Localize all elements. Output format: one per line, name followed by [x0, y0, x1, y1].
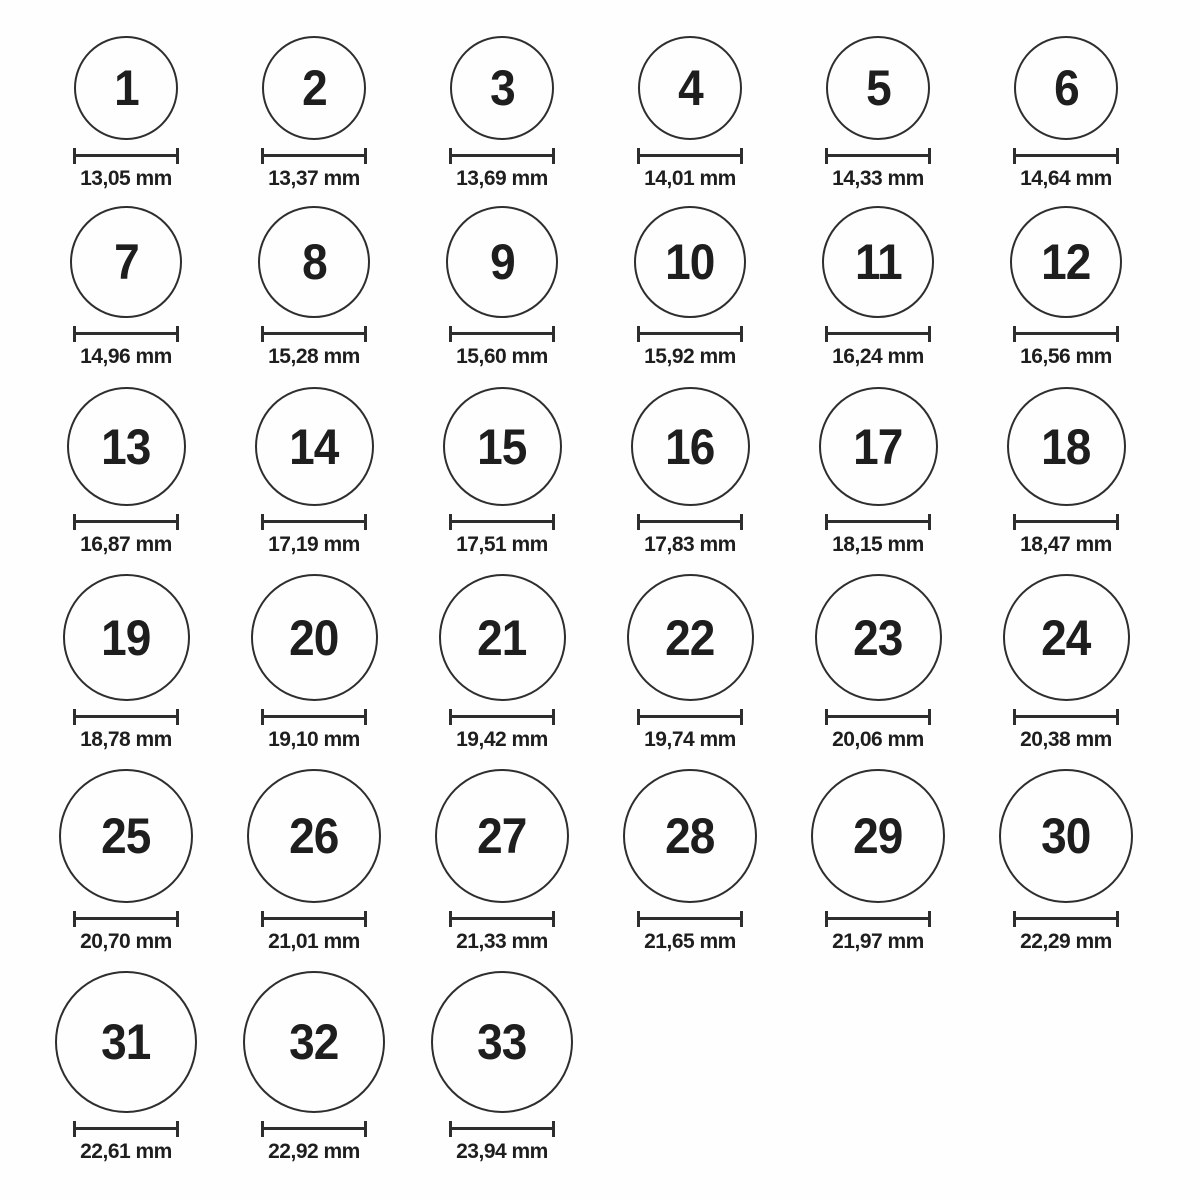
- ring-circle: [826, 36, 930, 140]
- dimension-line-rule: [76, 154, 176, 157]
- ring-size-number: 23: [853, 609, 903, 666]
- dimension-line-rule: [264, 917, 364, 920]
- chart-row: [0, 751, 1200, 953]
- ring-size-cell: [972, 190, 1160, 368]
- ring-circle: [1007, 387, 1126, 506]
- ring-size-number: 20: [289, 609, 339, 666]
- diameter-label: 17,19 mm: [268, 533, 360, 556]
- ring-size-cell: [784, 0, 972, 190]
- ring-size-number: 19: [101, 609, 151, 666]
- ring-size-cell: [220, 368, 408, 556]
- ring-size-number: 22: [665, 609, 715, 666]
- ring-circle: [255, 387, 374, 506]
- diameter-label: 17,51 mm: [456, 533, 548, 556]
- ring-size-number: 25: [101, 808, 151, 864]
- dimension-line-rule: [640, 332, 740, 335]
- diameter-label: 22,61 mm: [80, 1140, 172, 1163]
- dimension-line-rule: [452, 1127, 552, 1130]
- ring-circle: [822, 206, 934, 318]
- diameter-dimension-line: [261, 911, 367, 927]
- dimension-line-rule: [828, 154, 928, 157]
- ring-size-cell: [408, 556, 596, 751]
- ring-size-number: 11: [854, 234, 902, 290]
- ring-size-cell: [32, 953, 220, 1163]
- dimension-line-rule: [76, 520, 176, 523]
- diameter-label: 21,33 mm: [456, 930, 548, 953]
- dimension-line-rule: [640, 715, 740, 718]
- dimension-line-rule: [828, 917, 928, 920]
- ring-size-number: 9: [489, 234, 515, 290]
- ring-size-number: 31: [101, 1014, 151, 1070]
- ring-circle: [439, 574, 566, 701]
- chart-row: [0, 368, 1200, 556]
- ring-size-cell: [408, 368, 596, 556]
- diameter-label: 20,38 mm: [1020, 728, 1112, 751]
- ring-size-cell: [784, 751, 972, 953]
- diameter-label: 17,83 mm: [644, 533, 736, 556]
- ring-size-cell: [784, 368, 972, 556]
- dimension-line-rule: [1016, 917, 1116, 920]
- ring-circle: [1003, 574, 1130, 701]
- ring-size-cell: [784, 190, 972, 368]
- ring-size-cell: [408, 751, 596, 953]
- diameter-dimension-line: [261, 326, 367, 342]
- ring-size-number: 15: [477, 418, 527, 475]
- diameter-label: 21,01 mm: [268, 930, 360, 953]
- dimension-line-rule: [76, 1127, 176, 1130]
- ring-size-cell: [32, 751, 220, 953]
- diameter-dimension-line: [73, 148, 179, 164]
- diameter-dimension-line: [825, 148, 931, 164]
- ring-size-number: 5: [865, 60, 891, 116]
- diameter-dimension-line: [73, 514, 179, 530]
- ring-size-number: 24: [1041, 609, 1091, 666]
- dimension-line-rule: [452, 332, 552, 335]
- ring-size-cell: [596, 556, 784, 751]
- ring-circle: [627, 574, 754, 701]
- ring-size-cell: [220, 190, 408, 368]
- diameter-label: 14,01 mm: [644, 167, 736, 190]
- ring-size-cell: [596, 190, 784, 368]
- ring-size-cell: [32, 0, 220, 190]
- dimension-line-rule: [76, 715, 176, 718]
- ring-size-cell: [220, 953, 408, 1163]
- dimension-line-rule: [452, 715, 552, 718]
- ring-size-number: 27: [477, 808, 527, 864]
- dimension-line-rule: [264, 332, 364, 335]
- ring-size-number: 6: [1053, 60, 1079, 116]
- ring-size-number: 32: [289, 1014, 339, 1070]
- diameter-label: 16,56 mm: [1020, 345, 1112, 368]
- diameter-dimension-line: [261, 709, 367, 725]
- dimension-line-rule: [264, 715, 364, 718]
- diameter-dimension-line: [637, 326, 743, 342]
- diameter-dimension-line: [1013, 514, 1119, 530]
- chart-row: [0, 556, 1200, 751]
- ring-circle: [258, 206, 370, 318]
- diameter-dimension-line: [637, 148, 743, 164]
- ring-circle: [74, 36, 178, 140]
- diameter-label: 22,92 mm: [268, 1140, 360, 1163]
- ring-size-cell: [972, 751, 1160, 953]
- ring-circle: [70, 206, 182, 318]
- diameter-dimension-line: [73, 326, 179, 342]
- ring-size-cell: [408, 190, 596, 368]
- diameter-label: 15,92 mm: [644, 345, 736, 368]
- ring-circle: [63, 574, 190, 701]
- ring-size-cell: [596, 368, 784, 556]
- ring-circle: [634, 206, 746, 318]
- diameter-dimension-line: [73, 709, 179, 725]
- ring-circle: [251, 574, 378, 701]
- diameter-dimension-line: [449, 709, 555, 725]
- ring-size-number: 14: [289, 418, 339, 475]
- diameter-label: 18,15 mm: [832, 533, 924, 556]
- diameter-dimension-line: [449, 1121, 555, 1137]
- ring-size-number: 13: [101, 418, 151, 475]
- ring-size-number: 33: [477, 1014, 527, 1070]
- ring-size-number: 16: [665, 418, 715, 475]
- ring-circle: [435, 769, 569, 903]
- diameter-label: 19,74 mm: [644, 728, 736, 751]
- chart-row: [0, 190, 1200, 368]
- ring-circle: [811, 769, 945, 903]
- diameter-label: 14,96 mm: [80, 345, 172, 368]
- ring-size-number: 12: [1041, 234, 1091, 290]
- diameter-dimension-line: [825, 911, 931, 927]
- ring-circle: [819, 387, 938, 506]
- diameter-dimension-line: [449, 514, 555, 530]
- ring-circle: [67, 387, 186, 506]
- ring-size-cell: [220, 0, 408, 190]
- diameter-label: 18,78 mm: [80, 728, 172, 751]
- ring-size-number: 28: [665, 808, 715, 864]
- diameter-label: 22,29 mm: [1020, 930, 1112, 953]
- ring-size-number: 21: [477, 609, 527, 666]
- diameter-label: 16,87 mm: [80, 533, 172, 556]
- ring-circle: [1014, 36, 1118, 140]
- diameter-dimension-line: [73, 911, 179, 927]
- diameter-label: 19,42 mm: [456, 728, 548, 751]
- ring-size-cell: [972, 368, 1160, 556]
- dimension-line-rule: [452, 917, 552, 920]
- diameter-label: 21,65 mm: [644, 930, 736, 953]
- ring-circle: [59, 769, 193, 903]
- dimension-line-rule: [640, 154, 740, 157]
- diameter-label: 15,60 mm: [456, 345, 548, 368]
- dimension-line-rule: [1016, 520, 1116, 523]
- dimension-line-rule: [264, 154, 364, 157]
- diameter-dimension-line: [449, 148, 555, 164]
- diameter-dimension-line: [1013, 709, 1119, 725]
- ring-size-cell: [32, 190, 220, 368]
- ring-circle: [815, 574, 942, 701]
- chart-row: [0, 953, 1200, 1163]
- ring-size-number: 17: [853, 418, 903, 475]
- ring-size-cell: [32, 556, 220, 751]
- diameter-label: 20,70 mm: [80, 930, 172, 953]
- ring-size-cell: [596, 751, 784, 953]
- dimension-line-rule: [264, 1127, 364, 1130]
- diameter-dimension-line: [261, 1121, 367, 1137]
- ring-size-cell: [408, 0, 596, 190]
- diameter-dimension-line: [261, 148, 367, 164]
- diameter-dimension-line: [1013, 911, 1119, 927]
- diameter-label: 18,47 mm: [1020, 533, 1112, 556]
- ring-size-cell: [596, 0, 784, 190]
- ring-size-cell: [32, 368, 220, 556]
- diameter-label: 15,28 mm: [268, 345, 360, 368]
- diameter-dimension-line: [825, 514, 931, 530]
- ring-size-number: 7: [113, 234, 139, 290]
- ring-size-cell: [408, 953, 596, 1163]
- dimension-line-rule: [828, 332, 928, 335]
- ring-size-cell: [972, 556, 1160, 751]
- chart-row: [0, 0, 1200, 190]
- ring-size-number: 1: [113, 60, 139, 116]
- diameter-dimension-line: [825, 709, 931, 725]
- ring-size-number: 30: [1041, 808, 1091, 864]
- ring-size-number: 18: [1041, 418, 1091, 475]
- ring-size-number: 3: [489, 60, 515, 116]
- ring-circle: [431, 971, 573, 1113]
- ring-circle: [999, 769, 1133, 903]
- diameter-label: 13,37 mm: [268, 167, 360, 190]
- diameter-label: 13,69 mm: [456, 167, 548, 190]
- dimension-line-rule: [1016, 154, 1116, 157]
- diameter-dimension-line: [637, 514, 743, 530]
- diameter-label: 14,64 mm: [1020, 167, 1112, 190]
- dimension-line-rule: [640, 520, 740, 523]
- diameter-label: 20,06 mm: [832, 728, 924, 751]
- dimension-line-rule: [1016, 332, 1116, 335]
- ring-circle: [55, 971, 197, 1113]
- diameter-label: 21,97 mm: [832, 930, 924, 953]
- diameter-dimension-line: [449, 911, 555, 927]
- ring-circle: [631, 387, 750, 506]
- dimension-line-rule: [828, 715, 928, 718]
- diameter-dimension-line: [1013, 326, 1119, 342]
- diameter-dimension-line: [73, 1121, 179, 1137]
- ring-size-number: 26: [289, 808, 339, 864]
- dimension-line-rule: [76, 917, 176, 920]
- diameter-dimension-line: [637, 709, 743, 725]
- ring-circle: [443, 387, 562, 506]
- dimension-line-rule: [640, 917, 740, 920]
- ring-circle: [446, 206, 558, 318]
- ring-size-number: 8: [301, 234, 327, 290]
- diameter-label: 19,10 mm: [268, 728, 360, 751]
- ring-size-cell: [784, 556, 972, 751]
- diameter-dimension-line: [825, 326, 931, 342]
- dimension-line-rule: [452, 520, 552, 523]
- ring-size-number: 10: [665, 234, 715, 290]
- ring-size-cell: [220, 751, 408, 953]
- diameter-dimension-line: [449, 326, 555, 342]
- ring-size-cell: [220, 556, 408, 751]
- diameter-label: 14,33 mm: [832, 167, 924, 190]
- ring-circle: [450, 36, 554, 140]
- ring-circle: [243, 971, 385, 1113]
- dimension-line-rule: [1016, 715, 1116, 718]
- diameter-dimension-line: [261, 514, 367, 530]
- ring-size-number: 29: [853, 808, 903, 864]
- dimension-line-rule: [264, 520, 364, 523]
- ring-circle: [247, 769, 381, 903]
- diameter-dimension-line: [1013, 148, 1119, 164]
- dimension-line-rule: [452, 154, 552, 157]
- diameter-label: 16,24 mm: [832, 345, 924, 368]
- ring-size-number: 4: [677, 60, 703, 116]
- diameter-dimension-line: [637, 911, 743, 927]
- dimension-line-rule: [76, 332, 176, 335]
- ring-circle: [638, 36, 742, 140]
- ring-size-cell: [972, 0, 1160, 190]
- diameter-label: 23,94 mm: [456, 1140, 548, 1163]
- diameter-label: 13,05 mm: [80, 167, 172, 190]
- dimension-line-rule: [828, 520, 928, 523]
- ring-circle: [262, 36, 366, 140]
- ring-circle: [623, 769, 757, 903]
- ring-size-number: 2: [301, 60, 327, 116]
- ring-circle: [1010, 206, 1122, 318]
